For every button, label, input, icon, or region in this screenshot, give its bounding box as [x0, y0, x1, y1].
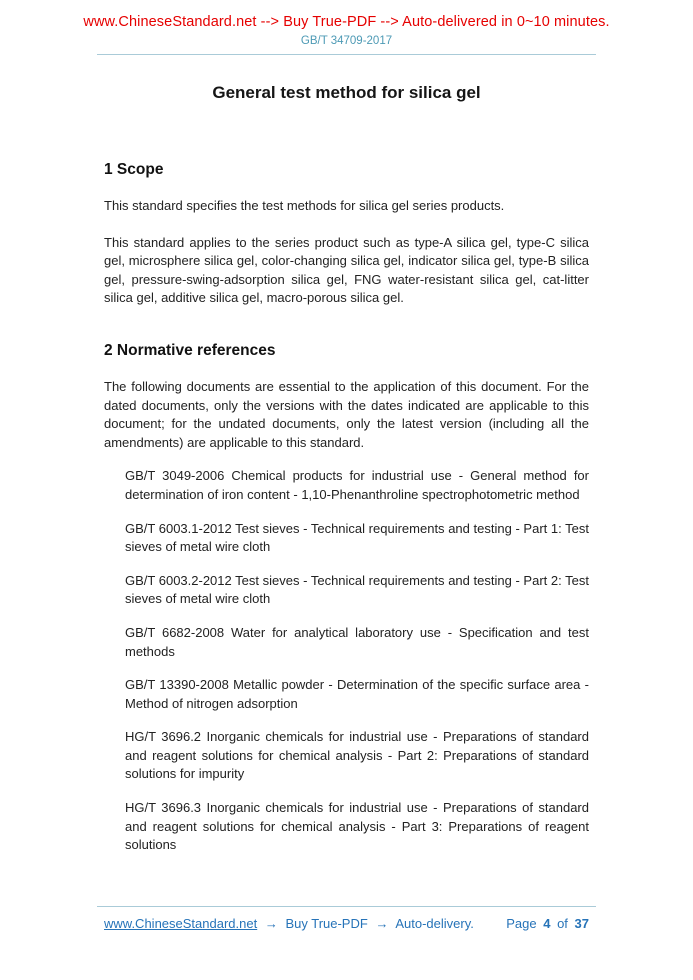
page-footer	[0, 906, 693, 931]
reference-item: GB/T 3049-2006 Chemical products for industrial use - General method for determination of iron content - 1,10-Phenanthroline spectrophotometric method	[125, 468, 589, 502]
top-promo-banner: www.ChineseStandard.net --> Buy True-PDF --> Auto-delivered in 0~10 minutes.	[83, 14, 610, 30]
header-divider	[97, 54, 596, 55]
total-page-number: 37	[574, 916, 589, 931]
right-arrow-icon: →	[264, 916, 278, 931]
footer-divider	[97, 906, 596, 907]
scope-paragraph-1: This standard specifies the test methods for silica gel series products.	[104, 198, 505, 213]
footer-row	[104, 916, 589, 931]
current-page-number: 4	[543, 916, 551, 931]
normative-intro-paragraph: The following documents are essential to the application of this document. For the dated documents, only the versions with the dates indicated are applicable to this document; for the undated documents, only the latest version (including all the amendments) are applicable to this standard.	[104, 378, 589, 450]
section-heading-normative-references: 2 Normative references	[104, 341, 276, 359]
page-indicator	[503, 916, 589, 931]
document-body	[104, 161, 589, 855]
footer-site-link[interactable]: www.ChineseStandard.net	[104, 916, 258, 931]
right-arrow-icon: →	[375, 916, 389, 931]
document-title: General test method for silica gel	[212, 83, 481, 102]
of-label: of	[557, 916, 568, 931]
reference-item: HG/T 3696.3 Inorganic chemicals for industrial use - Preparations of standard and reagent solutions for chemical analysis - Part 3: Preparations of reagent solutions	[125, 800, 589, 853]
page-label: Page	[506, 916, 537, 931]
normative-reference-list	[104, 467, 589, 855]
footer-delivery-label: Auto-delivery.	[395, 916, 474, 931]
footer-buy-label: Buy True-PDF	[285, 916, 368, 931]
reference-item: HG/T 3696.2 Inorganic chemicals for industrial use - Preparations of standard and reagent solutions for chemical analysis - Part 2: Preparations of standard solutions for impurity	[125, 729, 589, 782]
scope-paragraph-2: This standard applies to the series product such as type-A silica gel, type-C silica gel, microsphere silica gel, color-changing silica gel, indicator silica gel, type-B silica gel, pressure-swing-adsorption silica gel, FNG water-resistant silica gel, cat-litter silica gel, additive silica gel, macro-porous silica gel.	[104, 234, 589, 306]
reference-item: GB/T 13390-2008 Metallic powder - Determination of the specific surface area - Method of nitrogen adsorption	[125, 677, 589, 711]
reference-item: GB/T 6682-2008 Water for analytical laboratory use - Specification and test methods	[125, 624, 589, 659]
section-heading-scope: 1 Scope	[104, 161, 164, 178]
reference-item: GB/T 6003.2-2012 Test sieves - Technical requirements and testing - Part 2: Test sieves of metal wire cloth	[125, 572, 589, 607]
standard-code-header: GB/T 34709-2017	[300, 35, 393, 47]
reference-item: GB/T 6003.1-2012 Test sieves - Technical requirements and testing - Part 1: Test sieves of metal wire cloth	[125, 520, 589, 555]
footer-links	[104, 916, 478, 931]
